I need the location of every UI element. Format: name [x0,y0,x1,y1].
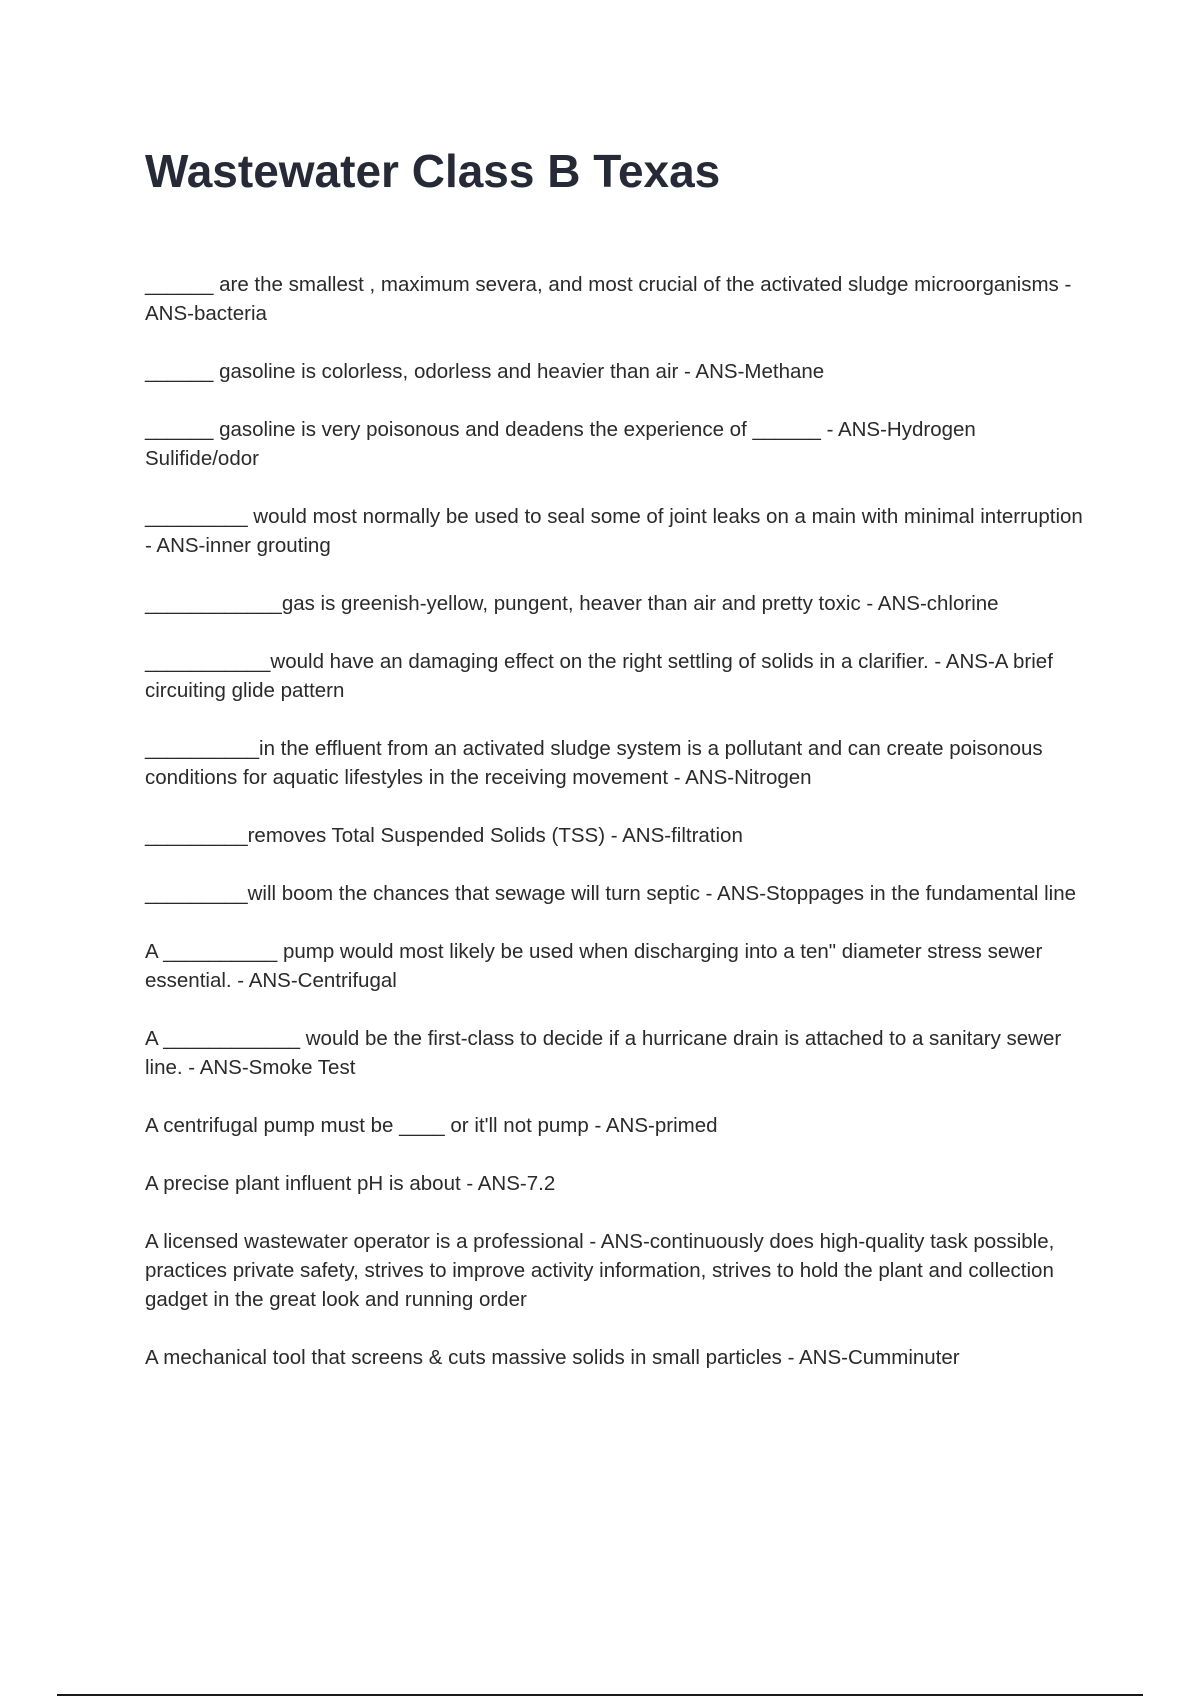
list-item: ______ are the smallest , maximum severa, and most crucial of the activated sludge microorganisms - ANS-bacteria [145,273,1072,325]
list-item: A __________ pump would most likely be used when discharging into a ten" diameter stress sewer essential. - ANS-Centrifugal [145,940,1043,992]
list-item: _________ would most normally be used to seal some of joint leaks on a main with minimal interruption - ANS-inner grouting [145,505,1083,557]
list-item: A centrifugal pump must be ____ or it'll not pump - ANS-primed [145,1114,718,1137]
list-item: ____________gas is greenish-yellow, pungent, heaver than air and pretty toxic - ANS-chlorine [145,592,999,615]
list-item: A precise plant influent pH is about - ANS-7.2 [145,1172,556,1195]
list-item: A mechanical tool that screens & cuts massive solids in small particles - ANS-Cumminuter [145,1346,960,1369]
list-item: ______ gasoline is very poisonous and deadens the experience of ______ - ANS-Hydrogen Sulifide/odor [145,418,976,470]
list-item: _________will boom the chances that sewage will turn septic - ANS-Stoppages in the fundamental line [145,882,1077,905]
page-title: Wastewater Class B Texas [145,145,721,197]
question-answer-list [145,270,1095,1401]
list-item: _________removes Total Suspended Solids (TSS) - ANS-filtration [145,824,743,847]
page-bottom-rule [57,1694,1143,1696]
list-item: ___________would have an damaging effect on the right settling of solids in a clarifier. - ANS-A brief circuiting glide pattern [145,650,1053,702]
list-item: A licensed wastewater operator is a professional - ANS-continuously does high-quality task possible, practices private safety, strives to improve activity information, strives to hold the plant and collection gadget in the great look and running order [145,1230,1055,1311]
list-item: ______ gasoline is colorless, odorless and heavier than air - ANS-Methane [145,360,825,383]
list-item: __________in the effluent from an activated sludge system is a pollutant and can create poisonous conditions for aquatic lifestyles in the receiving movement - ANS-Nitrogen [145,737,1043,789]
list-item: A ____________ would be the first-class to decide if a hurricane drain is attached to a sanitary sewer line. - ANS-Smoke Test [145,1027,1062,1079]
